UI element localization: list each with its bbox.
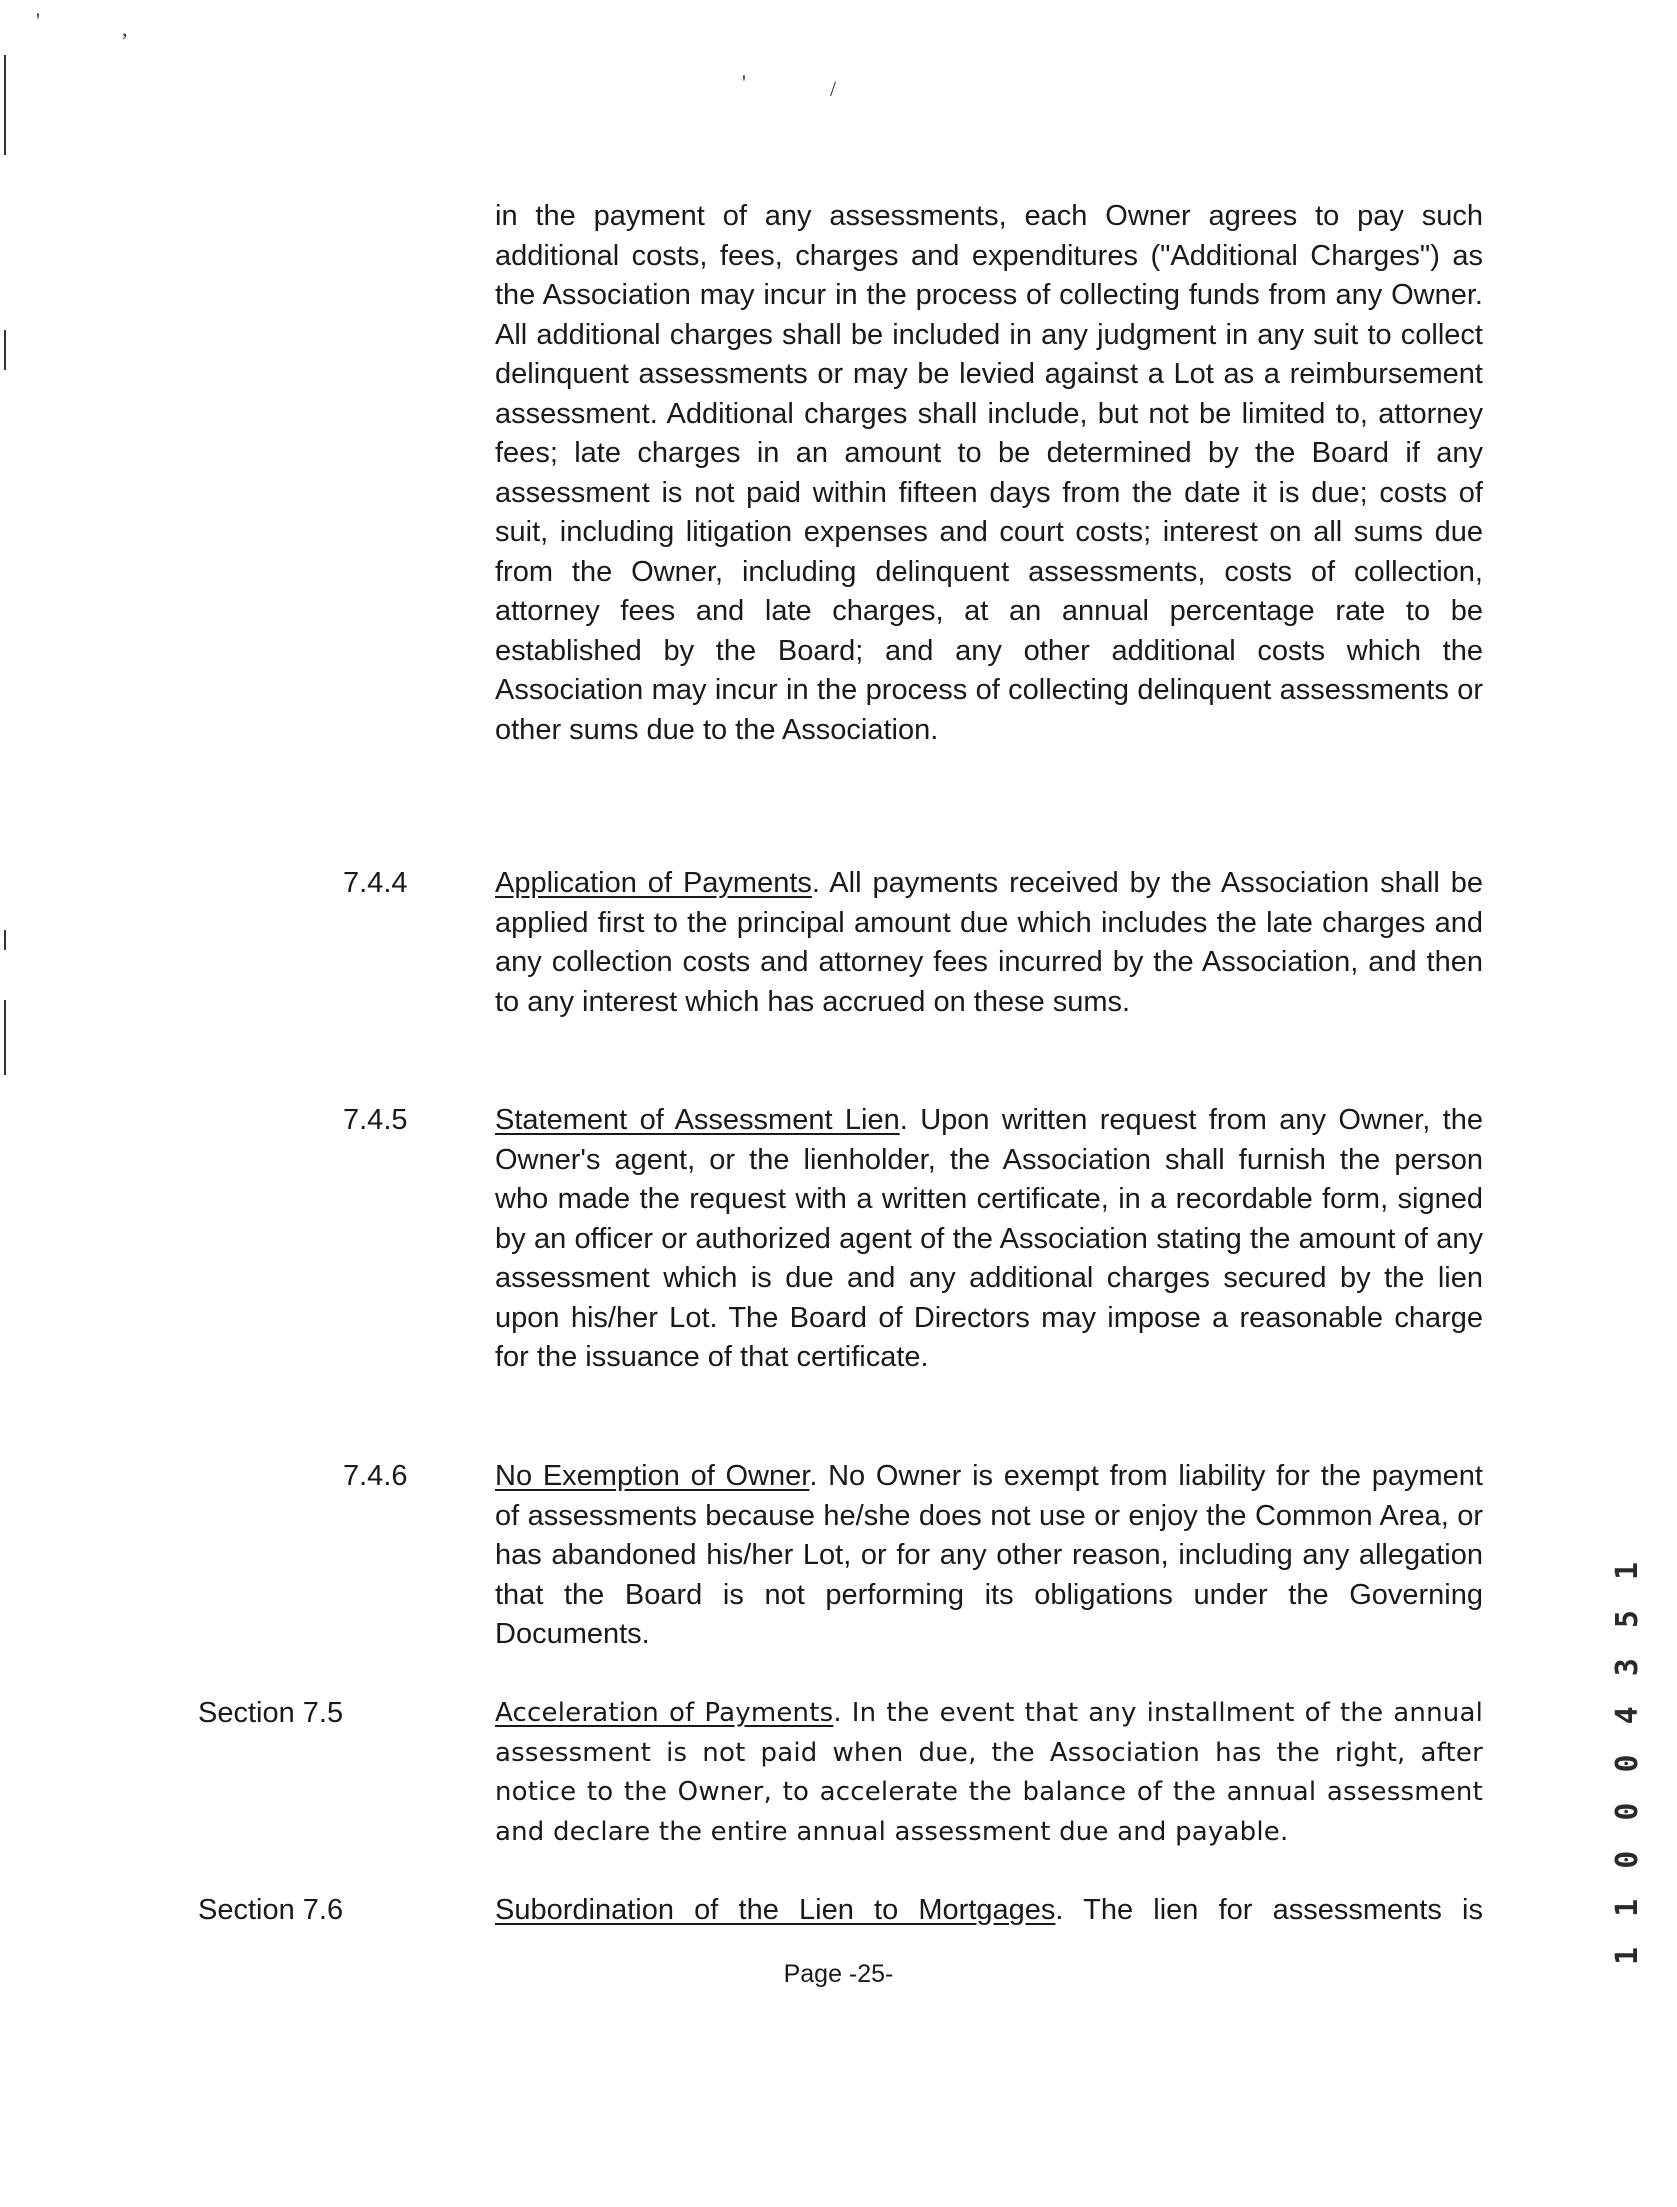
section-paragraph bbox=[495, 1457, 1483, 1655]
section-body: . Upon written request from any Owner, the Owner's agent, or the lienholder, the Association shall furnish the person who made the request with a written certificate, in a recordable form, signed by an officer or authorized agent of the Association stating the amount of any assessment which is due and any additional charges secured by the lien upon his/her Lot. The Board of Directors may impose a reasonable charge for the issuance of that certificate. bbox=[495, 1104, 1483, 1373]
page-number: Page -25- bbox=[783, 1960, 894, 1988]
scan-mark: ' bbox=[36, 8, 40, 33]
section-number: Section 7.6 bbox=[198, 1894, 344, 1926]
section-heading: Acceleration of Payments bbox=[495, 1698, 834, 1728]
scan-mark: ' bbox=[742, 70, 746, 95]
scan-edge-line bbox=[4, 330, 6, 370]
intro-paragraph: in the payment of any assessments, each Owner agrees to pay such additional costs, fees, charges and expenditures ("Additional Charges") as the Association may incur in the process of collecting funds from any Owner. All additional charges shall be included in any judgment in any suit to collect delinquent assessments or may be levied against a Lot as a reimbursement assessment. Additional charges shall include, but not be limited to, attorney fees; late charges in an amount to be determined by the Board if any assessment is not paid within fifteen days from the date it is due; costs of suit, including litigation expenses and court costs; interest on all sums due from the Owner, including delinquent assessments, costs of collection, attorney fees and late charges, at an annual percentage rate to be established by the Board; and any other additional costs which the Association may incur in the process of collecting delinquent assessments or other sums due to the Association. bbox=[495, 200, 1483, 746]
recording-stamp-text: 1 1 0 0 0 4 3 5 1 bbox=[1610, 1555, 1646, 1965]
section-number: 7.4.4 bbox=[343, 867, 408, 899]
section-number: 7.4.6 bbox=[343, 1460, 408, 1492]
scan-edge-line bbox=[4, 930, 6, 950]
section-heading: Application of Payments bbox=[495, 867, 812, 899]
scan-mark: , bbox=[122, 16, 128, 41]
section-body: . No Owner is exempt from liability for the payment of assessments because he/she does not use or enjoy the Common Area, or has abandoned his/her Lot, or for any other reason, including any allegation that the Board is not performing its obligations under the Governing Documents. bbox=[495, 1460, 1483, 1650]
recording-stamp bbox=[1608, 1555, 1648, 1965]
section-body: . In the event that any installment of the annual assessment is not paid when due, the Association has the right, after notice to the Owner, to accelerate the balance of the annual assessment and declare the entire annual assessment due and payable. bbox=[495, 1698, 1483, 1847]
section-paragraph bbox=[495, 864, 1483, 1022]
section-heading: Subordination of the Lien to Mortgages bbox=[495, 1894, 1056, 1926]
section-heading: Statement of Assessment Lien bbox=[495, 1104, 900, 1136]
section-heading: No Exemption of Owner bbox=[495, 1460, 810, 1492]
section-body: . The lien for assessments is bbox=[1055, 1894, 1483, 1926]
scan-edge-line bbox=[4, 55, 6, 155]
section-paragraph bbox=[495, 1101, 1483, 1378]
section-number: 7.4.5 bbox=[343, 1104, 408, 1136]
section-number: Section 7.5 bbox=[198, 1697, 344, 1729]
scan-mark: / bbox=[830, 76, 837, 101]
section-paragraph bbox=[495, 1891, 1483, 1931]
section-body: . All payments received by the Association shall be applied first to the principal amount due which includes the late charges and any collection costs and attorney fees incurred by the Association, and then to any interest which has accrued on these sums. bbox=[495, 867, 1483, 1018]
section-paragraph bbox=[495, 1694, 1483, 1852]
scan-edge-line bbox=[4, 1000, 6, 1075]
